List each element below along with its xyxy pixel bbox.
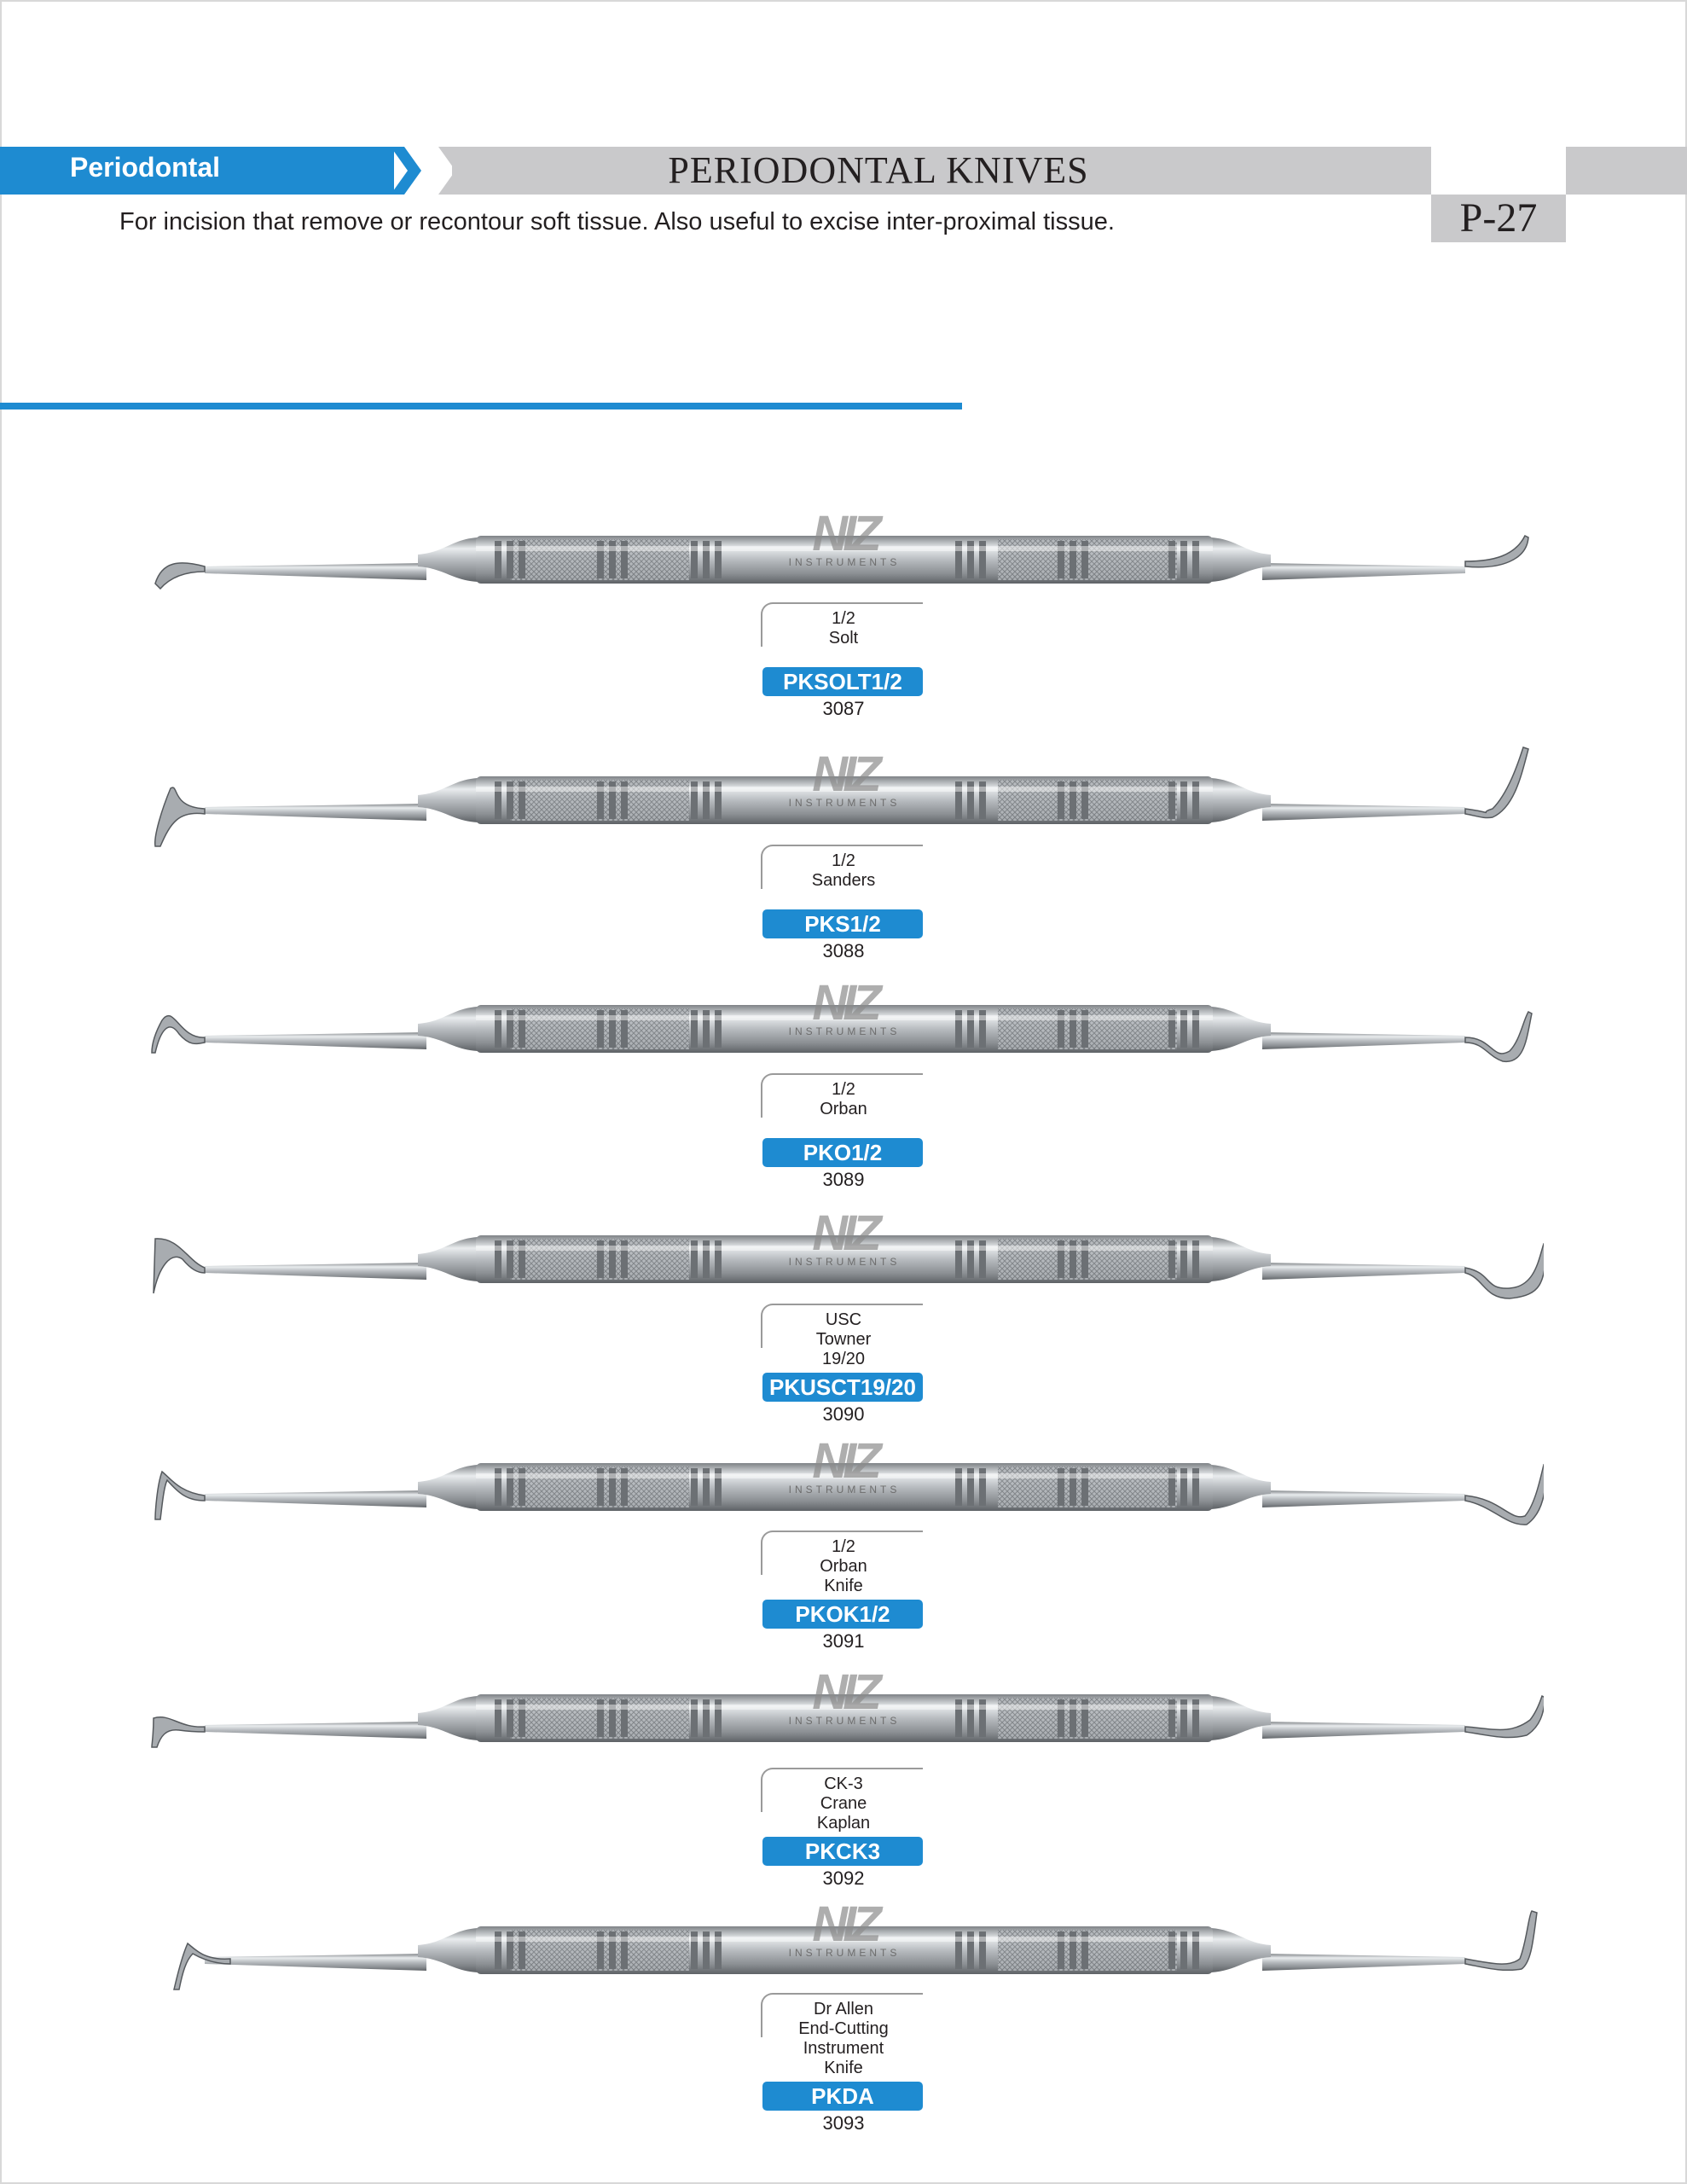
instrument-label <box>749 1304 945 1440</box>
instrument-item <box>145 1891 1544 2010</box>
product-code-badge: PKS1/2 <box>762 909 923 938</box>
brand-subtitle: INSTRUMENTS <box>788 1256 901 1268</box>
product-code-badge: PKOK1/2 <box>762 1600 923 1629</box>
brand-mark: NIZ <box>812 1896 877 1952</box>
product-code-badge: PKDA <box>762 2082 923 2111</box>
brand-logo <box>785 1205 904 1268</box>
instrument-description: Crane <box>820 1794 867 1813</box>
instrument-item <box>145 1658 1544 1778</box>
instrument-label <box>749 1531 945 1667</box>
page-subtitle: For incision that remove or recontour soft tissue. Also useful to excise inter-proximal tissue. <box>119 208 1115 235</box>
brand-logo <box>785 506 904 568</box>
instrument-label <box>749 1073 945 1210</box>
instrument-item <box>145 741 1544 860</box>
instrument-description: Towner <box>815 1330 872 1349</box>
brand-subtitle: INSTRUMENTS <box>788 797 901 809</box>
product-number: 3091 <box>822 1630 865 1652</box>
product-number: 3092 <box>822 1867 865 1889</box>
brand-subtitle: INSTRUMENTS <box>788 556 901 568</box>
product-number: 3087 <box>822 698 865 719</box>
instrument-description: Orban <box>820 1100 867 1118</box>
brand-mark: NIZ <box>812 975 877 1031</box>
product-number: 3088 <box>822 940 865 961</box>
instrument-description: End-Cutting <box>798 2019 889 2038</box>
instrument-label <box>749 845 945 981</box>
instrument-description: 1/2 <box>832 1537 855 1556</box>
product-code-badge: PKO1/2 <box>762 1138 923 1167</box>
instrument-description: 19/20 <box>821 1350 866 1368</box>
brand-logo <box>785 1664 904 1727</box>
instrument-description: 1/2 <box>832 609 855 628</box>
instrument-description: Knife <box>824 2059 863 2077</box>
instrument-description: CK-3 <box>824 1774 863 1793</box>
brand-mark: NIZ <box>812 506 877 561</box>
instrument-item <box>145 500 1544 619</box>
page-title: PERIODONTAL KNIVES <box>668 149 1089 191</box>
page-number: P-27 <box>1431 195 1566 242</box>
instrument-description: 1/2 <box>832 1080 855 1099</box>
instrument-description: Orban <box>820 1557 867 1576</box>
chevron-right-icon <box>389 147 423 195</box>
brand-logo <box>785 746 904 809</box>
instrument-description: Solt <box>828 629 859 648</box>
instrument-description: Knife <box>824 1577 863 1595</box>
product-number: 3093 <box>822 2112 865 2134</box>
category-label: Periodontal <box>70 152 221 183</box>
brand-subtitle: INSTRUMENTS <box>788 1715 901 1727</box>
instrument-description: Instrument <box>803 2039 884 2058</box>
brand-subtitle: INSTRUMENTS <box>788 1484 901 1496</box>
instrument-description: Dr Allen <box>813 2000 874 2018</box>
instrument-label <box>749 1768 945 1904</box>
instrument-description: USC <box>825 1310 862 1329</box>
instrument-description: 1/2 <box>832 851 855 870</box>
brand-logo <box>785 1433 904 1496</box>
brand-logo <box>785 975 904 1037</box>
product-code-badge: PKSOLT1/2 <box>762 667 923 696</box>
right-band <box>1566 147 1687 195</box>
instrument-item <box>145 1427 1544 1547</box>
instrument-label <box>749 602 945 739</box>
instrument-description: Kaplan <box>816 1814 871 1833</box>
brand-subtitle: INSTRUMENTS <box>788 1947 901 1959</box>
instrument-label <box>749 1993 945 2134</box>
brand-mark: NIZ <box>812 1205 877 1261</box>
product-number: 3090 <box>822 1403 865 1425</box>
brand-mark: NIZ <box>812 1664 877 1720</box>
product-code-badge: PKCK3 <box>762 1837 923 1866</box>
brand-subtitle: INSTRUMENTS <box>788 1025 901 1037</box>
brand-mark: NIZ <box>812 746 877 802</box>
brand-mark: NIZ <box>812 1433 877 1489</box>
divider-rule <box>0 403 962 410</box>
product-code-badge: PKUSCT19/20 <box>762 1373 923 1402</box>
instrument-item <box>145 969 1544 1089</box>
instrument-description: Sanders <box>811 871 876 890</box>
brand-logo <box>785 1896 904 1959</box>
product-number: 3089 <box>822 1169 865 1190</box>
instrument-item <box>145 1199 1544 1319</box>
